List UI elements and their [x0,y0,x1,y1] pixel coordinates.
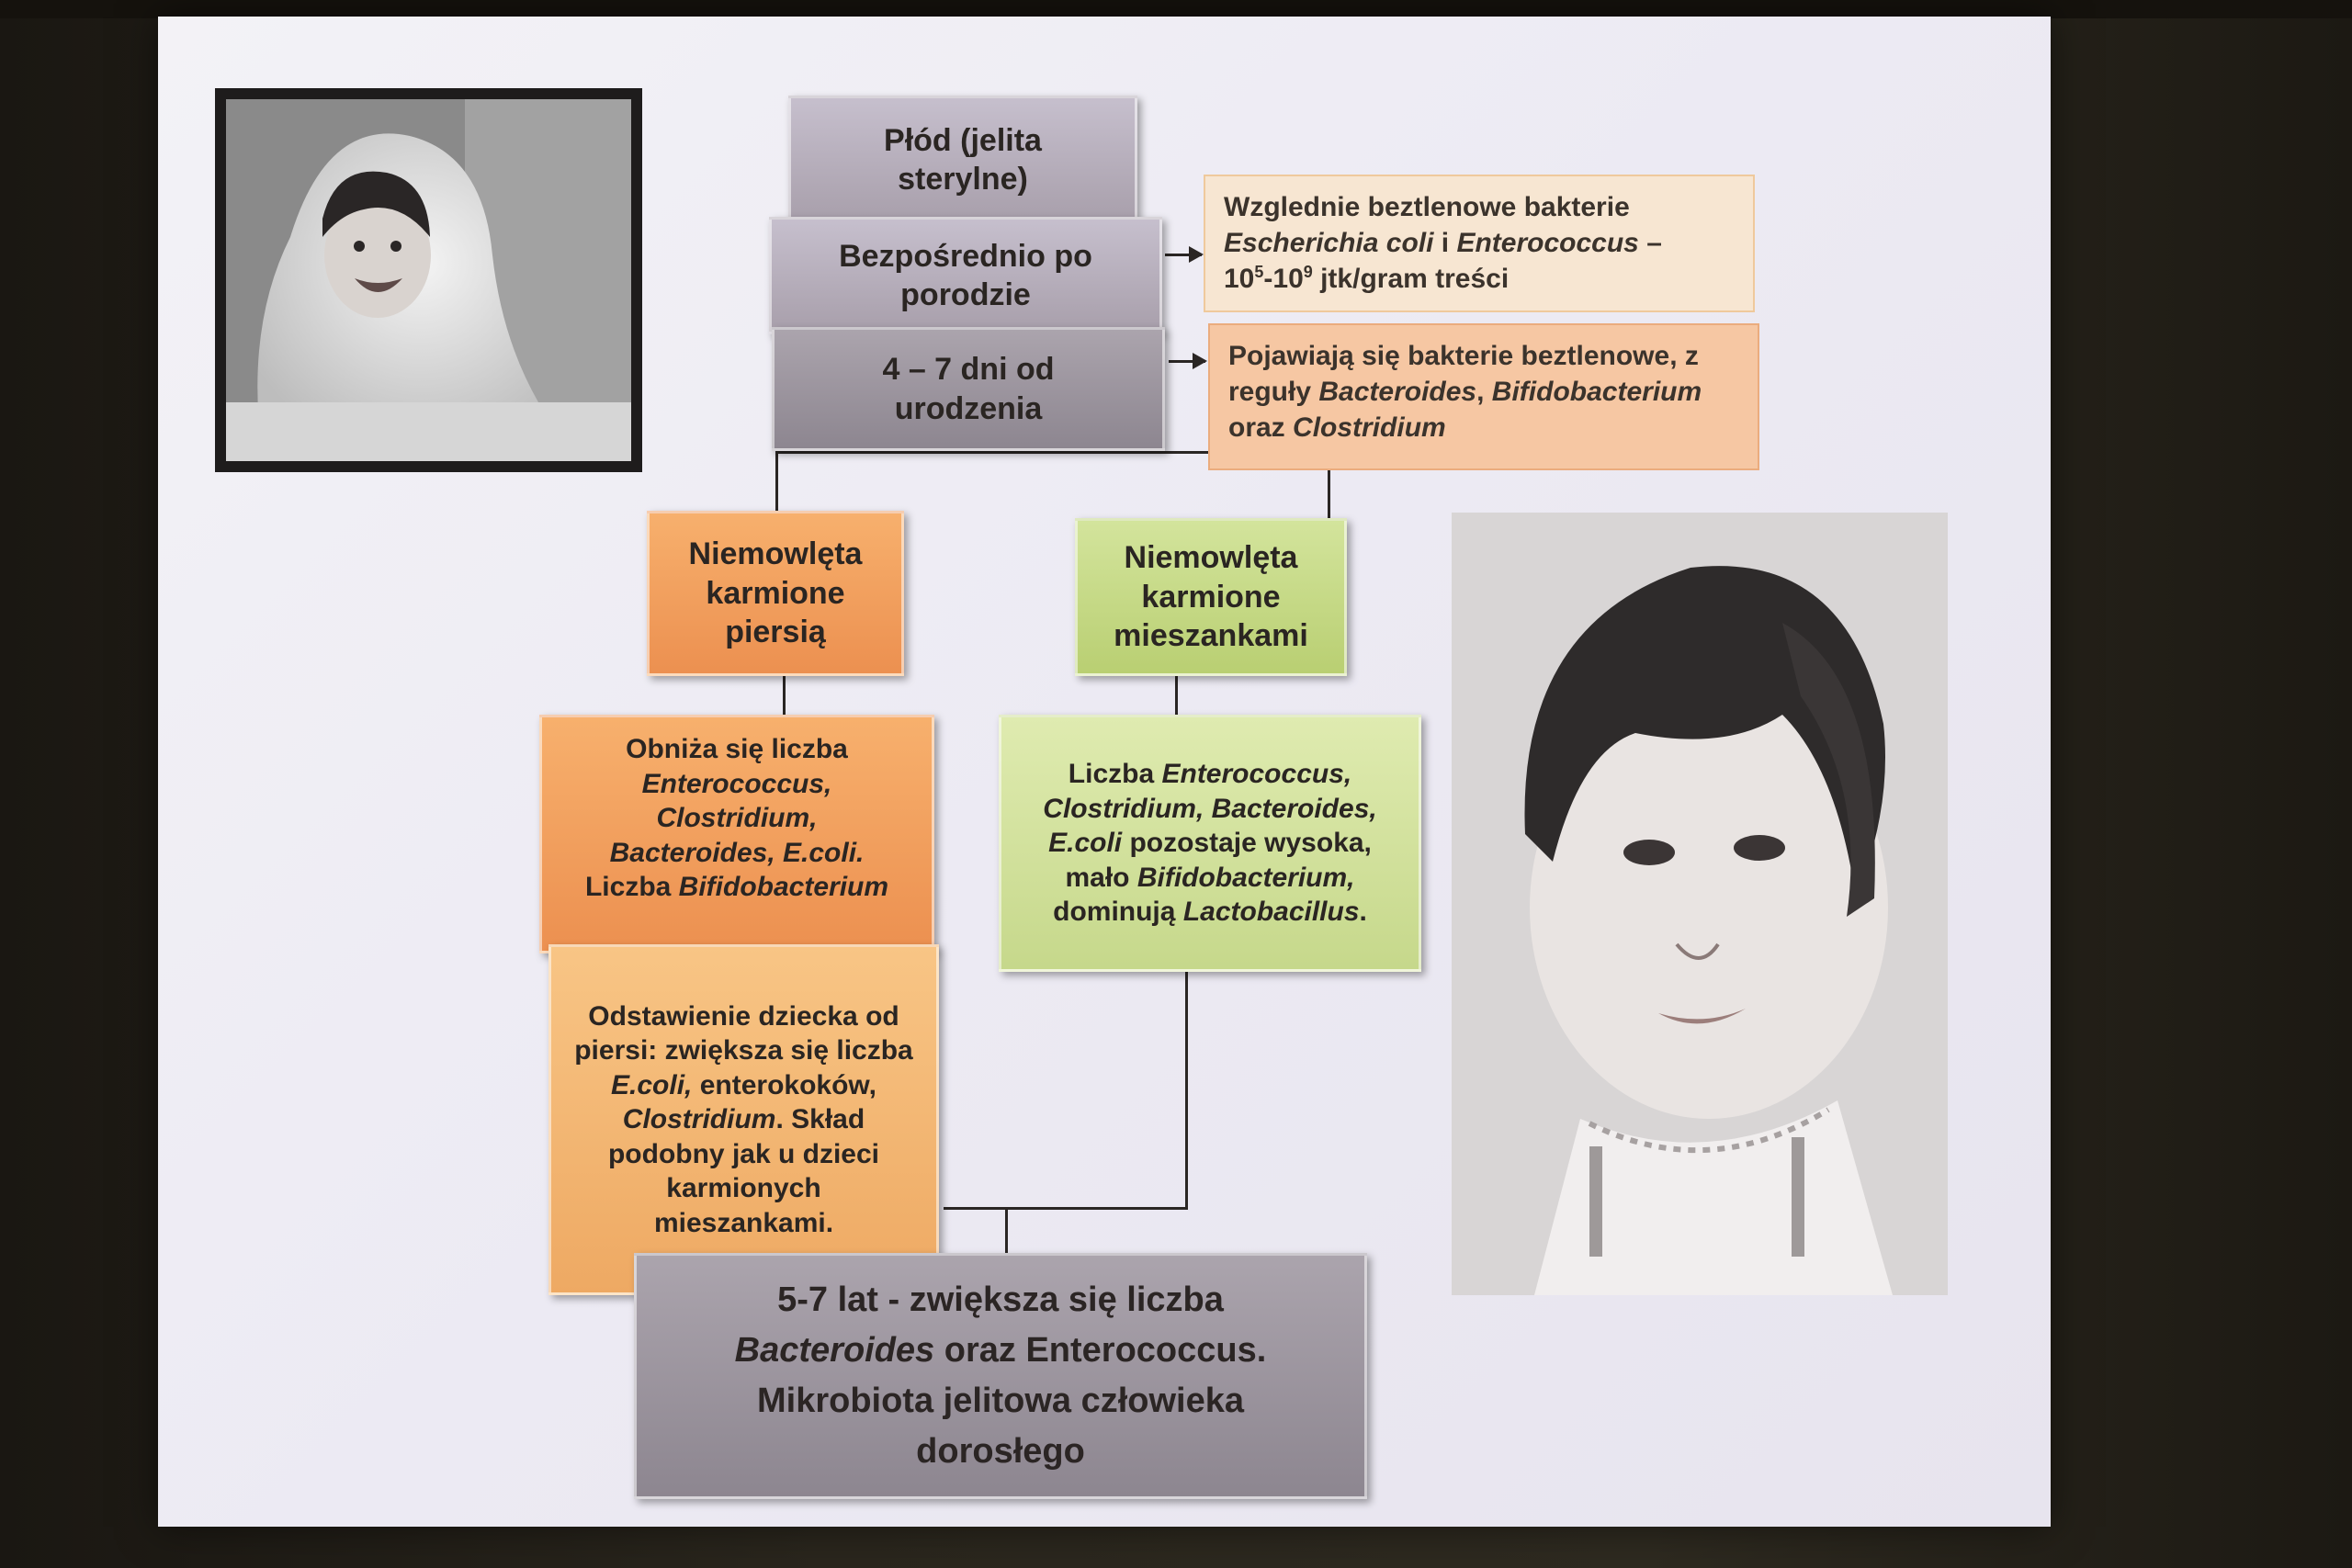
arrow-to-note2 [1169,360,1205,363]
child-portrait-illustration [1452,513,1948,1295]
weaning-tail: . Skład podobny jak u dzieci karmionych mieszankami. [607,1104,880,1238]
bf-effect-ecoli: E.coli. [783,837,865,868]
formula-effect-text [1022,757,1398,930]
note1-line1: Wzglednie beztlenowe bakterie [1224,192,1630,222]
final-line1: 5-7 lat - zwiększa się liczba [777,1280,1224,1319]
note1-ecoli: Escherichia coli [1224,228,1434,258]
after-birth-label: Bezpośrednio po porodzie [839,238,1092,312]
presentation-slide [158,17,2051,1527]
days-label: 4 – 7 dni od urodzenia [882,352,1055,426]
ff-bact: Bacteroides, [1211,793,1377,824]
weaning-box [548,944,939,1295]
note-anaerobes [1208,323,1759,470]
bf-effect-clost: Clostridium, [656,803,818,833]
days-box [772,327,1165,451]
baby-photo-illustration [226,99,631,461]
after-birth-box [769,217,1162,334]
final-bacteroides: Bacteroides [734,1330,935,1370]
note1-line3 [1224,261,1735,297]
formula-effect-box [999,715,1421,972]
child-portrait [1452,513,1948,1295]
note1-sep: -10 [1263,264,1304,294]
note2-text: Pojawiają się bakterie beztlenowe, z reguły [1228,341,1699,407]
room-background [0,0,2352,18]
note1-base1: 10 [1224,264,1255,294]
breastfed-effect-box [539,715,934,953]
baby-photo-image [226,99,631,461]
note1-unit: jtk/gram treści [1312,264,1510,294]
formula-box [1075,518,1347,676]
bf-effect-entero: Enterococcus, [641,768,832,799]
breastfed-label: Niemowlęta karmione piersią [688,536,863,650]
weaning-mid: enterokoków, [699,1069,876,1100]
note2-bifido: Bifidobacterium [1491,377,1702,407]
ff-ecoli: E.coli [1048,828,1123,859]
ff-mid: pozostaje wysoka, mało [1065,828,1372,893]
adult-microbiota-box [634,1253,1367,1499]
note-facultative-anaerobes [1204,175,1755,312]
note1-exp1: 5 [1254,263,1264,281]
weaning-ecoli: E.coli, [611,1069,693,1100]
final-line3: Mikrobiota jelitowa człowieka dorosłego [756,1382,1244,1472]
fetus-box [788,96,1137,224]
weaning-text [574,999,914,1241]
note2-comma: , [1476,377,1492,407]
ff-bifido: Bifidobacterium, [1136,862,1355,893]
note2-bacteroides: Bacteroides [1318,377,1477,407]
breastfed-effect-text [585,732,888,905]
weaning-lead: Odstawienie dziecka od piersi: zwiększa się liczba [574,1000,913,1066]
note2-oraz: oraz [1228,412,1294,443]
bf-effect-bifido: Bifidobacterium [678,872,889,902]
baby-photo [215,88,642,472]
formula-label: Niemowlęta karmione mieszankami [1114,540,1308,654]
fetus-label: Płód (jelita sterylne) [884,122,1042,197]
ff-dom: dominują [1053,897,1176,928]
ff-clost: Clostridium, [1043,793,1204,824]
final-text [670,1275,1331,1477]
connector-bottom-horizontal [944,1207,1188,1210]
breastfed-box [647,511,904,676]
note2-clostridium: Clostridium [1293,412,1446,443]
note1-and: i [1433,228,1457,258]
connector-formula-to-final [1185,972,1188,1209]
note1-line2 [1224,225,1735,261]
final-line2: oraz Enterococcus. [944,1330,1267,1370]
arrow-to-note1 [1165,254,1202,256]
bf-effect-bact: Bacteroides, [609,837,775,868]
ff-dot: . [1359,897,1367,928]
note1-entero: Enterococcus [1456,228,1639,258]
bf-effect-tail: Liczba [584,872,672,902]
bf-effect-lead: Obniża się liczba [626,734,848,764]
note1-exp2: 9 [1303,263,1313,281]
weaning-clost: Clostridium [622,1104,776,1135]
ff-entero: Enterococcus, [1161,759,1352,790]
ff-lead: Liczba [1068,759,1155,790]
note1-dash: – [1638,228,1662,258]
ff-lacto: Lactobacillus [1182,897,1360,928]
